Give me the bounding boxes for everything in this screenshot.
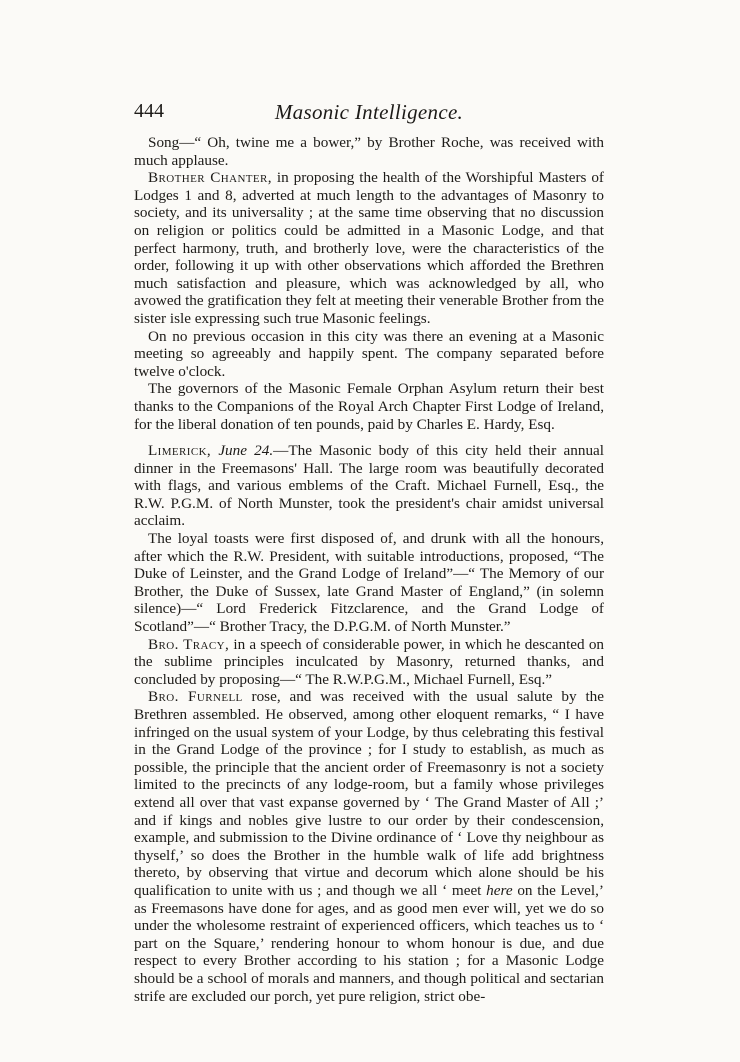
paragraph-song: Song—“ Oh, twine me a bower,” by Brother Roche, was received with much applause. bbox=[134, 134, 604, 169]
paragraph-limerick: Limerick, June 24.—The Masonic body of this city held their annual dinner in the Freemasons' Hall. The large room was beautifully decorated with flags, and various emblems of the Craft. Michael Furnell, Esq., the R.W. P.G.M. of North Munster, took the president's chair amidst universal acclaim. bbox=[134, 442, 605, 530]
article-body bbox=[134, 134, 604, 1005]
paragraph-chanter: Brother Chanter, in proposing the health of the Worshipful Masters of Lodges 1 and 8, adverted at much length to the advantages of Masonry to society, and its universality ; at the same time observing that no discussion on religion or politics could be admitted in a Masonic Lodge, and that perfect harmony, truth, and brotherly love, were the characteristics of the order, following it up with other observations which afforded the Brethren much satisfaction and pleasure, which was acknowledged by all, who avowed the gratification they felt at meeting their venerable Brother from the sister isle expressing such true Masonic feelings. bbox=[134, 169, 604, 327]
paragraph-evening: On no previous occasion in this city was there an evening at a Masonic meeting so agreeably and happily spent. The company separated before twelve o'clock. bbox=[134, 327, 604, 380]
page-header bbox=[134, 100, 604, 126]
page-number: 444 bbox=[134, 100, 164, 122]
paragraph-tracy: Bro. Tracy, in a speech of considerable power, in which he descanted on the sublime principles inculcated by Masonry, returned thanks, and concluded by proposing—“ The R.W.P.G.M., Michael Furnell, Esq.” bbox=[134, 635, 605, 688]
running-title: Masonic Intelligence. bbox=[274, 100, 464, 124]
paragraph-orphan-asylum: The governors of the Masonic Female Orphan Asylum return their best thanks to the Companions of the Royal Arch Chapter First Lodge of Ireland, for the liberal donation of ten pounds, paid by Charles E. Hardy, Esq. bbox=[134, 380, 604, 433]
paragraph-toasts: The loyal toasts were first disposed of, and drunk with all the honours, after which the R.W. President, with suitable introductions, proposed, “The Duke of Leinster, and the Grand Lodge of Ireland”—“ The Memory of our Brother, the Duke of Sussex, late Grand Master of England,” (in solemn silence)—“ Lord Frederick Fitzclarence, and the Grand Lodge of Scotland”—“ Brother Tracy, the D.P.G.M. of North Munster.” bbox=[134, 530, 604, 636]
paragraph-furnell: Bro. Furnell rose, and was received with the usual salute by the Brethren assembled. He observed, among other eloquent remarks, “ I have infringed on the usual system of your Lodge, by thus celebrating this festival in the Grand Lodge of the province ; for I study to establish, as much as possible, the principle that the ancient order of Freemasonry is not a society limited to the precincts of any lodge-room, but a family whose privileges extend all over that vast expanse governed by ‘ The Grand Master of All ;’ and if kings and nobles give lustre to our order by their condescension, example, and submission to the Divine ordinance of ‘ Love thy neighbour as thyself,’ so does the Brother in the humble walk of life add brightness thereto, by observing that virtue and decorum which alone should be his qualification to unite with us ; and though we all ‘ meet here on the Level,’ as Freemasons have done for ages, and as good men ever will, yet we do so under the wholesome restraint of experienced officers, which teaches us to ‘ part on the Square,’ rendering honour to whom honour is due, and due respect to every Brother according to his station ; for a Masonic Lodge should be a school of morals and manners, and though political and sectarian strife are excluded our porch, yet pure religion, strict obe- bbox=[134, 688, 604, 1005]
